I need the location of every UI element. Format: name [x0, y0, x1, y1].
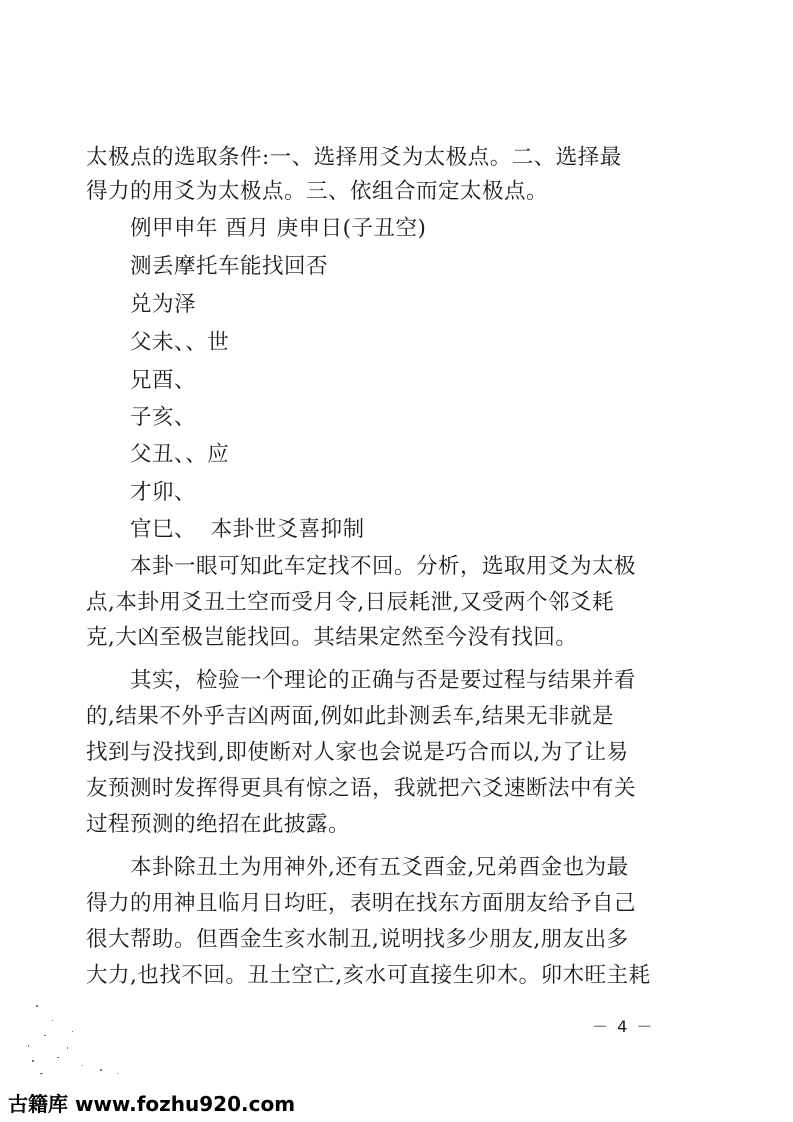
- text-line: 兄酉、: [130, 368, 197, 393]
- text-line: 例甲申年 酉月 庚申日(子丑空): [130, 216, 427, 241]
- text-line: 本卦一眼可知此车定找不回。分析，选取用爻为太极: [130, 554, 637, 579]
- text-line: 大力,也找不回。丑土空亡,亥水可直接生卯木。卯木旺主耗: [86, 963, 651, 988]
- text-line: 其实，检验一个理论的正确与否是要过程与结果并看: [130, 668, 637, 693]
- text-line: 兑为泽: [130, 292, 197, 317]
- text-line: 找到与没找到,即使断对人家也会说是巧合而以,为了让易: [86, 740, 629, 765]
- text-line: 子亥、: [130, 405, 197, 430]
- text-line: 测丢摩托车能找回否: [130, 254, 329, 279]
- page-number: － 4 －: [592, 1017, 655, 1036]
- text-line: 官巳、 本卦世爻喜抑制: [130, 517, 365, 542]
- text-line: 得力的用神且临月日均旺，表明在找东方面朋友给予自己: [86, 891, 637, 916]
- text-line: 过程预测的绝招在此披露。: [86, 812, 351, 837]
- text-line: 才卯、: [130, 480, 197, 505]
- text-line: 父未、、世: [130, 330, 230, 355]
- text-line: 点,本卦用爻丑土空而受月令,日辰耗泄,又受两个邻爻耗: [86, 590, 615, 615]
- text-line: 的,结果不外乎吉凶两面,例如此卦测丢车,结果无非就是: [86, 704, 615, 729]
- text-line: 太极点的选取条件:一、选择用爻为太极点。二、选择最: [86, 145, 622, 170]
- text-line: 克,大凶至极岂能找回。其结果定然至今没有找回。: [86, 625, 578, 650]
- text-line: 很大帮助。但酉金生亥水制丑,说明找多少朋友,朋友出多: [86, 927, 629, 952]
- text-line: 本卦除丑土为用神外,还有五爻酉金,兄弟酉金也为最: [130, 855, 629, 880]
- text-line: 友预测时发挥得更具有惊之语，我就把六爻速断法中有关: [86, 776, 637, 801]
- text-line: 父丑、、应: [130, 442, 230, 467]
- text-line: 得力的用爻为太极点。三、依组合而定太极点。: [86, 179, 549, 204]
- scan-noise: [22, 965, 172, 1080]
- site-watermark: 古籍库 www.fozhu920.com: [8, 1092, 296, 1116]
